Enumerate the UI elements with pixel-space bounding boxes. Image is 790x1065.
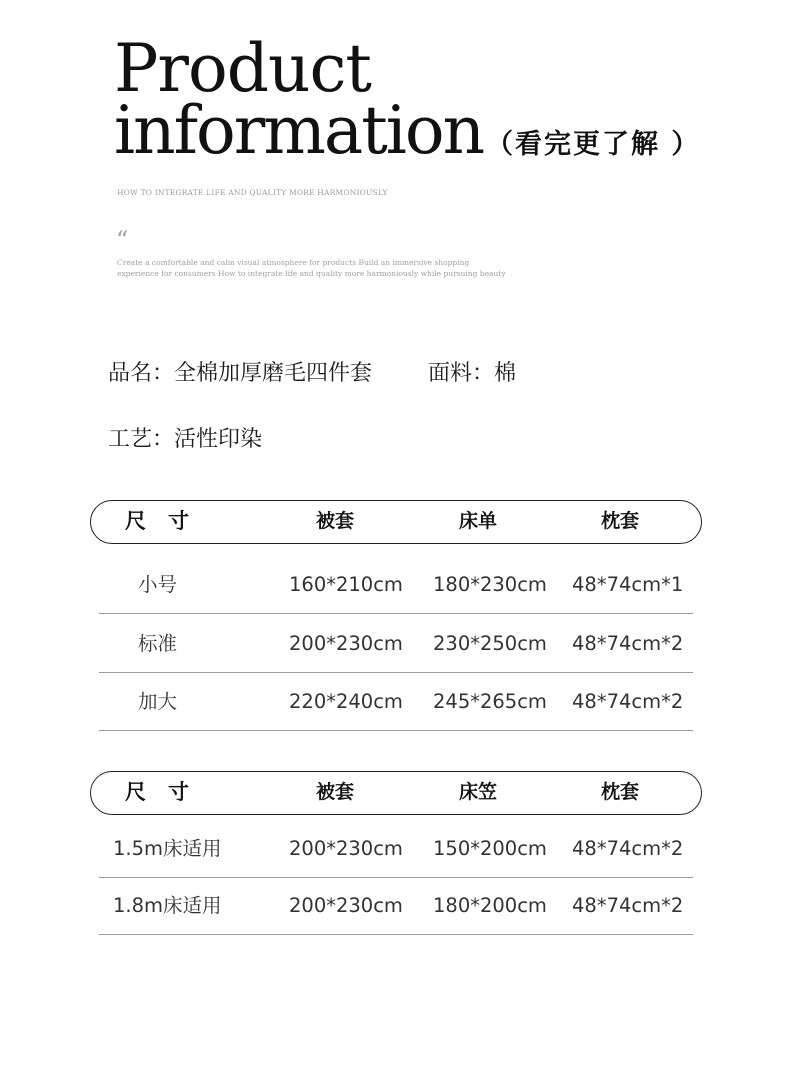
- cell-duvet: 200*230cm: [289, 894, 403, 917]
- spec-label: 工艺：: [108, 427, 175, 452]
- cell-pillow: 48*74cm*2: [572, 837, 684, 860]
- cell-sheet: 180*230cm: [433, 573, 547, 596]
- quote-icon: “: [116, 226, 129, 254]
- intro-text: Create a comfortable and calm visual atmosphere for products Build an immersive shopping experience for consumers How to integrate life and quality more harmoniously while pursuing beauty: [117, 258, 506, 278]
- learn-more-caption: （看完更了解 ）: [486, 129, 701, 160]
- cell-duvet: 200*230cm: [289, 837, 403, 860]
- cell-pillow: 48*74cm*1: [572, 573, 684, 596]
- table-header: [90, 500, 702, 544]
- header-size: 尺寸: [125, 780, 211, 804]
- size-table-sheet: [90, 500, 702, 713]
- hero-title: [114, 30, 484, 169]
- spec-fabric: [428, 356, 516, 387]
- table-row: [99, 556, 693, 614]
- header-duvet-cover: 被套: [316, 510, 355, 532]
- cell-size: 小号: [138, 573, 178, 596]
- table-row: [99, 673, 693, 731]
- cell-pillow: 48*74cm*2: [572, 632, 684, 655]
- cell-sheet: 230*250cm: [433, 632, 547, 655]
- size-table-fitted: [90, 771, 702, 917]
- spec-value: 棉: [494, 361, 517, 386]
- cell-fitted: 180*200cm: [433, 894, 547, 917]
- spec-value: 活性印染: [174, 427, 263, 452]
- cell-duvet: 160*210cm: [289, 573, 403, 596]
- header-pillowcase: 枕套: [601, 781, 640, 803]
- spec-craft: [108, 422, 262, 453]
- spec-product-name: [108, 356, 372, 387]
- cell-size: 标准: [138, 632, 178, 655]
- header-duvet-cover: 被套: [316, 781, 355, 803]
- header-size: 尺寸: [125, 509, 211, 533]
- spec-value: 全棉加厚磨毛四件套: [174, 361, 373, 386]
- header-bed-sheet: 床单: [459, 510, 498, 532]
- cell-size: 1.8m床适用: [113, 894, 222, 917]
- table-header: [90, 771, 702, 815]
- cell-pillow: 48*74cm*2: [572, 690, 684, 713]
- tagline: HOW TO INTEGRATE LIFE AND QUALITY MORE HARMONIOUSLY: [117, 188, 388, 197]
- cell-size: 1.5m床适用: [113, 837, 222, 860]
- hero-title-line-2: information: [114, 92, 484, 169]
- hero-title-line-1: Product: [114, 30, 371, 107]
- table-row: [99, 877, 693, 935]
- cell-duvet: 220*240cm: [289, 690, 403, 713]
- spec-label: 面料：: [428, 361, 495, 386]
- spec-label: 品名：: [108, 361, 175, 386]
- cell-pillow: 48*74cm*2: [572, 894, 684, 917]
- cell-size: 加大: [138, 690, 178, 713]
- cell-duvet: 200*230cm: [289, 632, 403, 655]
- cell-sheet: 245*265cm: [433, 690, 547, 713]
- table-row: [99, 615, 693, 673]
- cell-fitted: 150*200cm: [433, 837, 547, 860]
- header-pillowcase: 枕套: [601, 510, 640, 532]
- header-fitted-sheet: 床笠: [459, 781, 498, 803]
- table-row: [99, 820, 693, 878]
